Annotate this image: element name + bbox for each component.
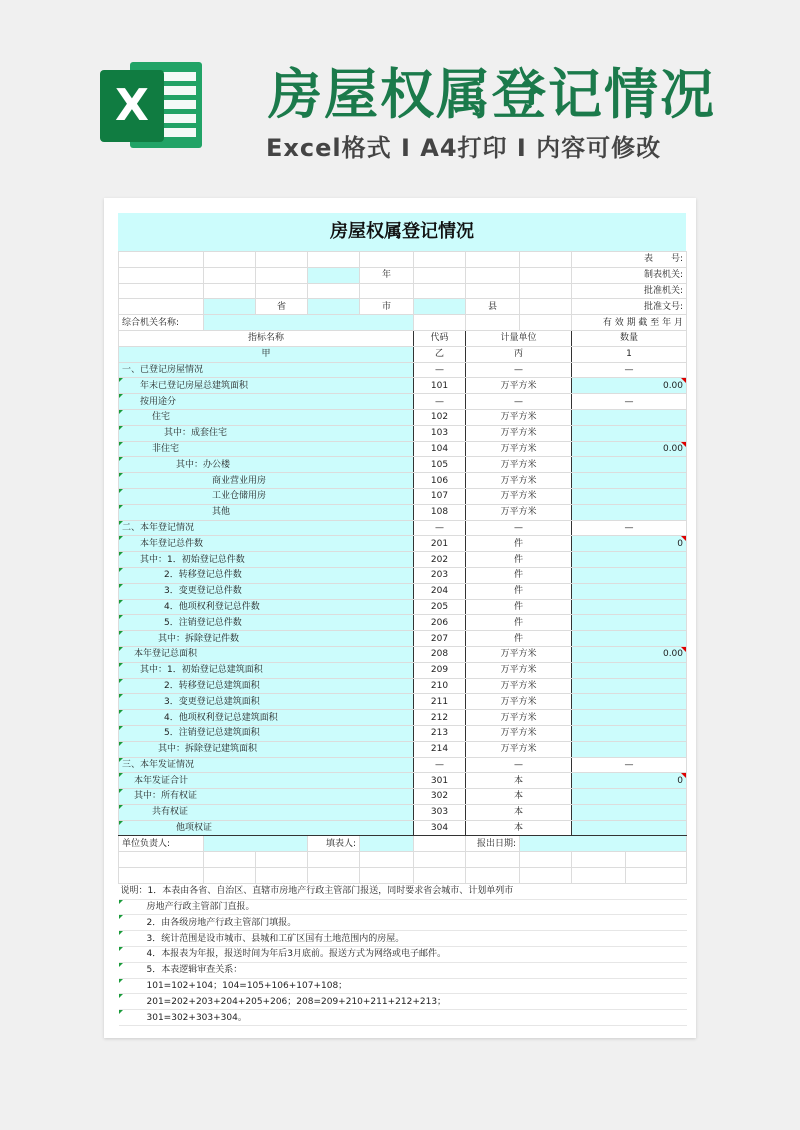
banner bbox=[0, 0, 800, 190]
table-row bbox=[119, 552, 687, 568]
row-qty-input[interactable] bbox=[572, 741, 687, 757]
table-row bbox=[119, 425, 687, 441]
row-qty-input[interactable] bbox=[572, 789, 687, 805]
year-input[interactable] bbox=[308, 267, 360, 283]
note-line: 201=202+203+204+205+206；208=209+210+211+212+213； bbox=[119, 994, 687, 1010]
row-qty-input: — bbox=[572, 394, 687, 410]
row-code: 214 bbox=[414, 741, 466, 757]
header-indicator: 指标名称 bbox=[119, 330, 414, 346]
table-row bbox=[119, 789, 687, 805]
row-indicator-name: 5．注销登记总件数 bbox=[119, 615, 414, 631]
header-indicator-sub: 甲 bbox=[119, 346, 414, 362]
province-label: 省 bbox=[256, 299, 308, 315]
row-code: 303 bbox=[414, 804, 466, 820]
row-qty-input[interactable] bbox=[572, 473, 687, 489]
row-indicator-name: 4．他项权利登记总件数 bbox=[119, 599, 414, 615]
row-qty-input[interactable] bbox=[572, 694, 687, 710]
row-qty-input[interactable] bbox=[572, 820, 687, 836]
report-date-label: 报出日期: bbox=[466, 836, 520, 852]
banner-subtitle: Excel格式 I A4打印 I 内容可修改 bbox=[266, 134, 662, 162]
row-indicator-name: 4．他项权利登记总建筑面积 bbox=[119, 710, 414, 726]
row-unit: 万平方米 bbox=[466, 725, 572, 741]
row-qty-input[interactable] bbox=[572, 631, 687, 647]
row-unit: 件 bbox=[466, 583, 572, 599]
row-code: 106 bbox=[414, 473, 466, 489]
table-row bbox=[119, 694, 687, 710]
row-qty-input[interactable] bbox=[572, 409, 687, 425]
table-row bbox=[119, 615, 687, 631]
row-code: 206 bbox=[414, 615, 466, 631]
row-qty-input: — bbox=[572, 520, 687, 536]
row-unit: 万平方米 bbox=[466, 662, 572, 678]
row-unit: 万平方米 bbox=[466, 378, 572, 394]
row-unit: 本 bbox=[466, 773, 572, 789]
row-unit: 万平方米 bbox=[466, 646, 572, 662]
row-qty-input[interactable]: 0 bbox=[572, 536, 687, 552]
biao-hao-label: 表 号: bbox=[572, 252, 687, 268]
table-row bbox=[119, 757, 687, 773]
row-indicator-name: 共有权证 bbox=[119, 804, 414, 820]
row-code: 209 bbox=[414, 662, 466, 678]
province-input[interactable] bbox=[204, 299, 256, 315]
row-unit: 本 bbox=[466, 789, 572, 805]
note-line: 2．由各级房地产行政主管部门填报。 bbox=[119, 915, 687, 931]
row-indicator-name: 其中：拆除登记件数 bbox=[119, 631, 414, 647]
header-code: 代码 bbox=[414, 330, 466, 346]
table-row bbox=[119, 804, 687, 820]
row-qty-input: — bbox=[572, 362, 687, 378]
table-row bbox=[119, 567, 687, 583]
form-title: 房屋权属登记情况 bbox=[118, 213, 686, 251]
row-code: 105 bbox=[414, 457, 466, 473]
row-qty-input[interactable]: 0 bbox=[572, 773, 687, 789]
row-unit: 件 bbox=[466, 536, 572, 552]
row-qty-input: — bbox=[572, 757, 687, 773]
row-indicator-name: 3．变更登记总建筑面积 bbox=[119, 694, 414, 710]
sheet-area bbox=[118, 213, 686, 1026]
row-code: 201 bbox=[414, 536, 466, 552]
row-indicator-name: 其中：1．初始登记总件数 bbox=[119, 552, 414, 568]
row-indicator-name: 本年登记总面积 bbox=[119, 646, 414, 662]
responsible-input[interactable] bbox=[204, 836, 308, 852]
note-line: 3．统计范围是设市城市、县城和工矿区国有土地范围内的房屋。 bbox=[119, 931, 687, 947]
row-unit: 万平方米 bbox=[466, 473, 572, 489]
row-indicator-name: 本年登记总件数 bbox=[119, 536, 414, 552]
header-unit: 计量单位 bbox=[466, 330, 572, 346]
row-indicator-name: 其中：成套住宅 bbox=[119, 425, 414, 441]
pi-zhun-jg-label: 批准机关: bbox=[572, 283, 687, 299]
row-qty-input[interactable] bbox=[572, 552, 687, 568]
row-qty-input[interactable] bbox=[572, 615, 687, 631]
row-qty-input[interactable] bbox=[572, 488, 687, 504]
row-code: — bbox=[414, 362, 466, 378]
row-indicator-name: 商业营业用房 bbox=[119, 473, 414, 489]
row-code: 207 bbox=[414, 631, 466, 647]
row-unit: — bbox=[466, 520, 572, 536]
table-row bbox=[119, 473, 687, 489]
row-unit: 件 bbox=[466, 599, 572, 615]
row-indicator-name: 三、本年发证情况 bbox=[119, 757, 414, 773]
row-code: 213 bbox=[414, 725, 466, 741]
note-line: 101=102+104；104=105+106+107+108； bbox=[119, 978, 687, 994]
county-input[interactable] bbox=[414, 299, 466, 315]
row-indicator-name: 本年发证合计 bbox=[119, 773, 414, 789]
row-unit: 件 bbox=[466, 615, 572, 631]
table-row bbox=[119, 378, 687, 394]
row-indicator-name: 其中：1．初始登记总建筑面积 bbox=[119, 662, 414, 678]
table-row bbox=[119, 504, 687, 520]
row-code: 211 bbox=[414, 694, 466, 710]
row-code: 101 bbox=[414, 378, 466, 394]
row-indicator-name: 一、已登记房屋情况 bbox=[119, 362, 414, 378]
responsible-label: 单位负责人: bbox=[119, 836, 204, 852]
filler-label: 填表人: bbox=[308, 836, 360, 852]
row-unit: — bbox=[466, 394, 572, 410]
city-input[interactable] bbox=[308, 299, 360, 315]
row-qty-input[interactable] bbox=[572, 504, 687, 520]
row-code: — bbox=[414, 757, 466, 773]
row-indicator-name: 2．转移登记总建筑面积 bbox=[119, 678, 414, 694]
note-line: 301=302+303+304。 bbox=[119, 1010, 687, 1026]
table-row bbox=[119, 725, 687, 741]
table-row bbox=[119, 710, 687, 726]
row-indicator-name: 其中：拆除登记建筑面积 bbox=[119, 741, 414, 757]
table-row bbox=[119, 583, 687, 599]
row-code: 204 bbox=[414, 583, 466, 599]
table-row bbox=[119, 631, 687, 647]
row-qty-input[interactable] bbox=[572, 710, 687, 726]
row-qty-input[interactable] bbox=[572, 804, 687, 820]
report-date-input[interactable] bbox=[520, 836, 687, 852]
row-indicator-name: 5．注销登记总建筑面积 bbox=[119, 725, 414, 741]
note-line: 房地产行政主管部门直报。 bbox=[119, 899, 687, 915]
row-indicator-name: 住宅 bbox=[119, 409, 414, 425]
row-qty-input[interactable] bbox=[572, 567, 687, 583]
header-qty-sub: 1 bbox=[572, 346, 687, 362]
row-qty-input[interactable] bbox=[572, 662, 687, 678]
row-unit: 万平方米 bbox=[466, 441, 572, 457]
row-unit: — bbox=[466, 757, 572, 773]
row-unit: 万平方米 bbox=[466, 457, 572, 473]
excel-logo-icon: X bbox=[100, 56, 204, 154]
city-label: 市 bbox=[360, 299, 414, 315]
row-unit: 万平方米 bbox=[466, 694, 572, 710]
row-qty-input[interactable]: 0.00 bbox=[572, 646, 687, 662]
row-indicator-name: 2．转移登记总件数 bbox=[119, 567, 414, 583]
header-qty: 数量 bbox=[572, 330, 687, 346]
note-line: 5．本表逻辑审查关系： bbox=[119, 962, 687, 978]
row-code: — bbox=[414, 394, 466, 410]
row-qty-input[interactable]: 0.00 bbox=[572, 378, 687, 394]
row-indicator-name: 非住宅 bbox=[119, 441, 414, 457]
row-code: 202 bbox=[414, 552, 466, 568]
org-name-label: 综合机关名称: bbox=[119, 315, 204, 331]
table-row bbox=[119, 599, 687, 615]
row-qty-input[interactable]: 0.00 bbox=[572, 441, 687, 457]
org-name-input[interactable] bbox=[204, 315, 414, 331]
table-row bbox=[119, 773, 687, 789]
row-indicator-name: 按用途分 bbox=[119, 394, 414, 410]
row-code: 212 bbox=[414, 710, 466, 726]
county-label: 县 bbox=[466, 299, 520, 315]
row-code: — bbox=[414, 520, 466, 536]
table-row bbox=[119, 536, 687, 552]
table-row bbox=[119, 394, 687, 410]
row-indicator-name: 工业仓储用房 bbox=[119, 488, 414, 504]
pi-zhun-wh-label: 批准文号: bbox=[572, 299, 687, 315]
table-row bbox=[119, 741, 687, 757]
row-code: 210 bbox=[414, 678, 466, 694]
row-code: 301 bbox=[414, 773, 466, 789]
row-indicator-name: 其中：办公楼 bbox=[119, 457, 414, 473]
row-unit: 万平方米 bbox=[466, 488, 572, 504]
row-unit: 万平方米 bbox=[466, 678, 572, 694]
row-qty-input[interactable] bbox=[572, 599, 687, 615]
row-unit: 本 bbox=[466, 820, 572, 836]
year-label: 年 bbox=[360, 267, 414, 283]
row-unit: 本 bbox=[466, 804, 572, 820]
table-row bbox=[119, 662, 687, 678]
zhi-biao-label: 制表机关: bbox=[572, 267, 687, 283]
table-row bbox=[119, 457, 687, 473]
header-unit-sub: 丙 bbox=[466, 346, 572, 362]
row-indicator-name: 二、本年登记情况 bbox=[119, 520, 414, 536]
note-line: 4．本报表为年报，报送时间为年后3月底前。报送方式为网络或电子邮件。 bbox=[119, 947, 687, 963]
row-unit: 万平方米 bbox=[466, 710, 572, 726]
table-row bbox=[119, 646, 687, 662]
row-indicator-name: 其中：所有权证 bbox=[119, 789, 414, 805]
table-row bbox=[119, 520, 687, 536]
table-row bbox=[119, 409, 687, 425]
row-code: 302 bbox=[414, 789, 466, 805]
spreadsheet-page bbox=[104, 198, 696, 1038]
row-unit: 万平方米 bbox=[466, 425, 572, 441]
row-code: 304 bbox=[414, 820, 466, 836]
row-indicator-name: 年末已登记房屋总建筑面积 bbox=[119, 378, 414, 394]
row-code: 103 bbox=[414, 425, 466, 441]
table-row bbox=[119, 820, 687, 836]
table-row bbox=[119, 362, 687, 378]
row-unit: 件 bbox=[466, 631, 572, 647]
note-line: 说明：1．本表由各省、自治区、直辖市房地产行政主管部门报送，同时要求省会城市、计划单列市 bbox=[119, 883, 687, 899]
row-qty-input[interactable] bbox=[572, 678, 687, 694]
table-row bbox=[119, 678, 687, 694]
row-code: 107 bbox=[414, 488, 466, 504]
row-qty-input[interactable] bbox=[572, 425, 687, 441]
form-table bbox=[118, 251, 687, 1026]
row-unit: 万平方米 bbox=[466, 504, 572, 520]
table-row bbox=[119, 488, 687, 504]
row-code: 205 bbox=[414, 599, 466, 615]
table-row bbox=[119, 441, 687, 457]
row-indicator-name: 其他 bbox=[119, 504, 414, 520]
row-unit: 件 bbox=[466, 552, 572, 568]
filler-input[interactable] bbox=[360, 836, 414, 852]
row-unit: 万平方米 bbox=[466, 409, 572, 425]
row-indicator-name: 他项权证 bbox=[119, 820, 414, 836]
row-unit: — bbox=[466, 362, 572, 378]
header-code-sub: 乙 bbox=[414, 346, 466, 362]
row-unit: 件 bbox=[466, 567, 572, 583]
row-qty-input[interactable] bbox=[572, 725, 687, 741]
row-code: 108 bbox=[414, 504, 466, 520]
row-code: 104 bbox=[414, 441, 466, 457]
valid-until-label: 有 效 期 截 至 年 月 bbox=[572, 315, 687, 331]
row-code: 208 bbox=[414, 646, 466, 662]
row-code: 203 bbox=[414, 567, 466, 583]
row-indicator-name: 3．变更登记总件数 bbox=[119, 583, 414, 599]
row-qty-input[interactable] bbox=[572, 583, 687, 599]
row-unit: 万平方米 bbox=[466, 741, 572, 757]
banner-title: 房屋权属登记情况 bbox=[268, 63, 716, 126]
row-qty-input[interactable] bbox=[572, 457, 687, 473]
row-code: 102 bbox=[414, 409, 466, 425]
